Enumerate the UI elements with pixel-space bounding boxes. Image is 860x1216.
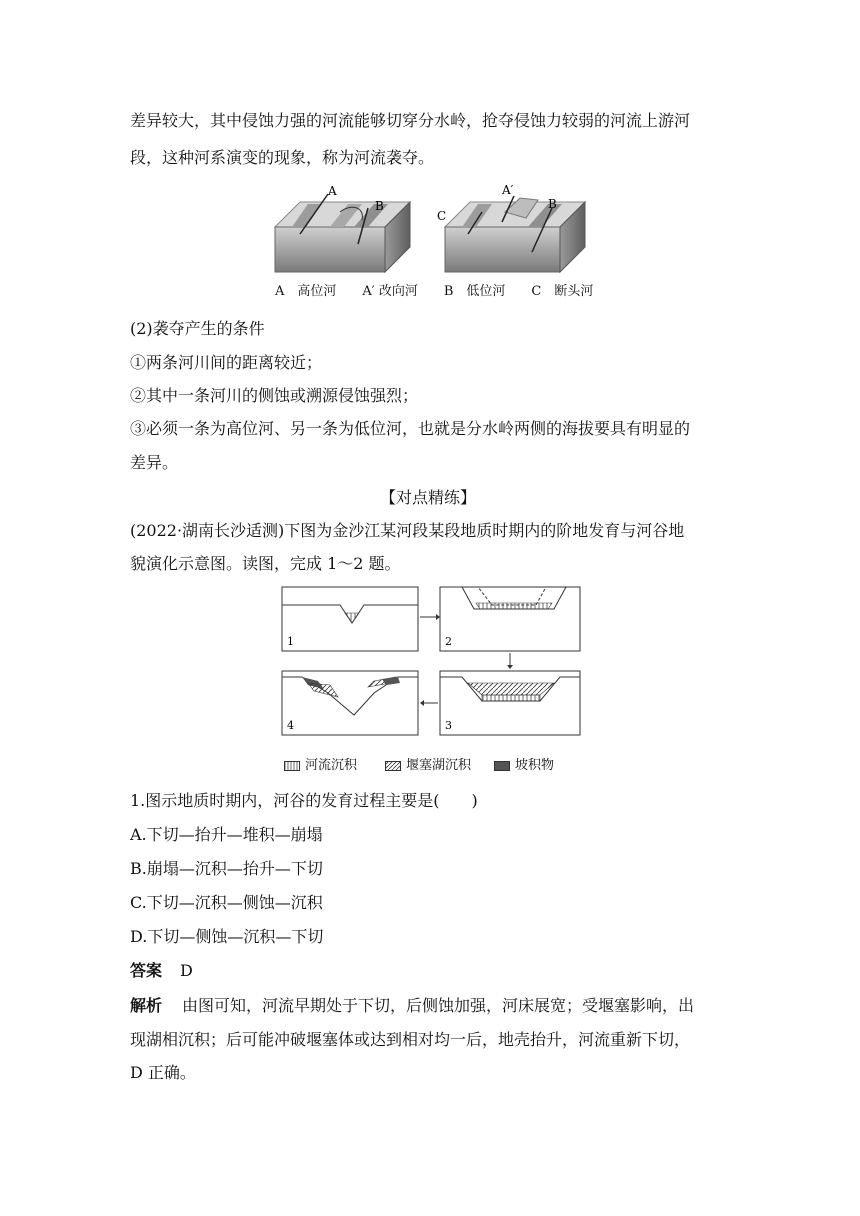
label-b: B [375, 199, 384, 213]
analysis-row [130, 993, 694, 1016]
river-capture-figure [270, 182, 600, 278]
section-heading: (2)袭夺产生的条件 [130, 319, 265, 338]
practice-intro: 貌演化示意图。读图，完成 1～2 题。 [130, 554, 401, 573]
answer-value: D [180, 961, 193, 980]
legend-lake-deposit [385, 754, 471, 773]
paragraph-line: 段，这种河系演变的现象，称为河流袭夺。 [130, 148, 435, 167]
block-before-capture [275, 194, 410, 272]
label-a-prime: A′ [502, 183, 514, 197]
legend-label: 河流沉积 [305, 758, 358, 773]
panel-number: 2 [445, 635, 452, 648]
river-deposit-swatch-icon [284, 761, 300, 771]
condition-item-cont: 差异。 [130, 453, 179, 472]
label-b2: B [548, 197, 557, 211]
practice-intro: (2022·湖南长沙适测)下图为金沙江某河段某段地质时期内的阶地发育与河谷地 [130, 521, 685, 540]
panel-number: 4 [287, 719, 294, 732]
option-a[interactable]: A.下切—抬升—堆积—崩塌 [130, 825, 323, 844]
block-after-capture [445, 196, 585, 272]
label-c: C [437, 209, 447, 223]
legend-slope-deposit [494, 754, 554, 773]
panel-number: 1 [287, 635, 294, 648]
analysis-text: D 正确。 [130, 1063, 196, 1082]
legend-river-deposit [284, 754, 357, 773]
figure1-caption: A 高位河 A′ 改向河 B 低位河 C 断头河 [275, 284, 594, 299]
panel-number: 3 [445, 719, 452, 732]
lake-deposit-swatch-icon [385, 761, 401, 771]
paragraph-line: 差异较大，其中侵蚀力强的河流能够切穿分水岭，抢夺侵蚀力较弱的河流上游河 [130, 111, 691, 130]
panel-2 [440, 587, 580, 651]
analysis-text: 现湖相沉积；后可能冲破堰塞体或达到相对均一后，地壳抬升，河流重新下切， [130, 1030, 691, 1049]
option-b[interactable]: B.崩塌—沉积—抬升—下切 [130, 859, 323, 878]
legend-label: 坡积物 [515, 758, 555, 773]
option-d[interactable]: D.下切—侧蚀—沉积—下切 [130, 927, 324, 946]
analysis-label: 解析 [130, 996, 163, 1015]
label-a: A [328, 184, 337, 198]
question-stem: 1.图示地质时期内，河谷的发育过程主要是( ) [130, 791, 478, 810]
panel-4 [282, 671, 418, 735]
option-c[interactable]: C.下切—沉积—侧蚀—沉积 [130, 893, 323, 912]
answer-row [130, 958, 193, 981]
answer-label: 答案 [130, 961, 163, 980]
condition-item: ②其中一条河川的侧蚀或溯源侵蚀强烈； [130, 386, 419, 405]
condition-item: ③必须一条为高位河、另一条为低位河，也就是分水岭两侧的海拔要具有明显的 [130, 419, 691, 438]
valley-evolution-figure [278, 583, 588, 738]
slope-deposit-swatch-icon [494, 761, 510, 771]
condition-item: ①两条河川间的距离较近； [130, 353, 323, 372]
practice-title: 【对点精练】 [380, 488, 477, 507]
legend-label: 堰塞湖沉积 [406, 758, 472, 773]
panel-3 [440, 671, 580, 735]
analysis-text: 由图可知，河流早期处于下切，后侧蚀加强，河床展宽；受堰塞影响，出 [182, 996, 695, 1015]
panel-1 [282, 587, 418, 651]
